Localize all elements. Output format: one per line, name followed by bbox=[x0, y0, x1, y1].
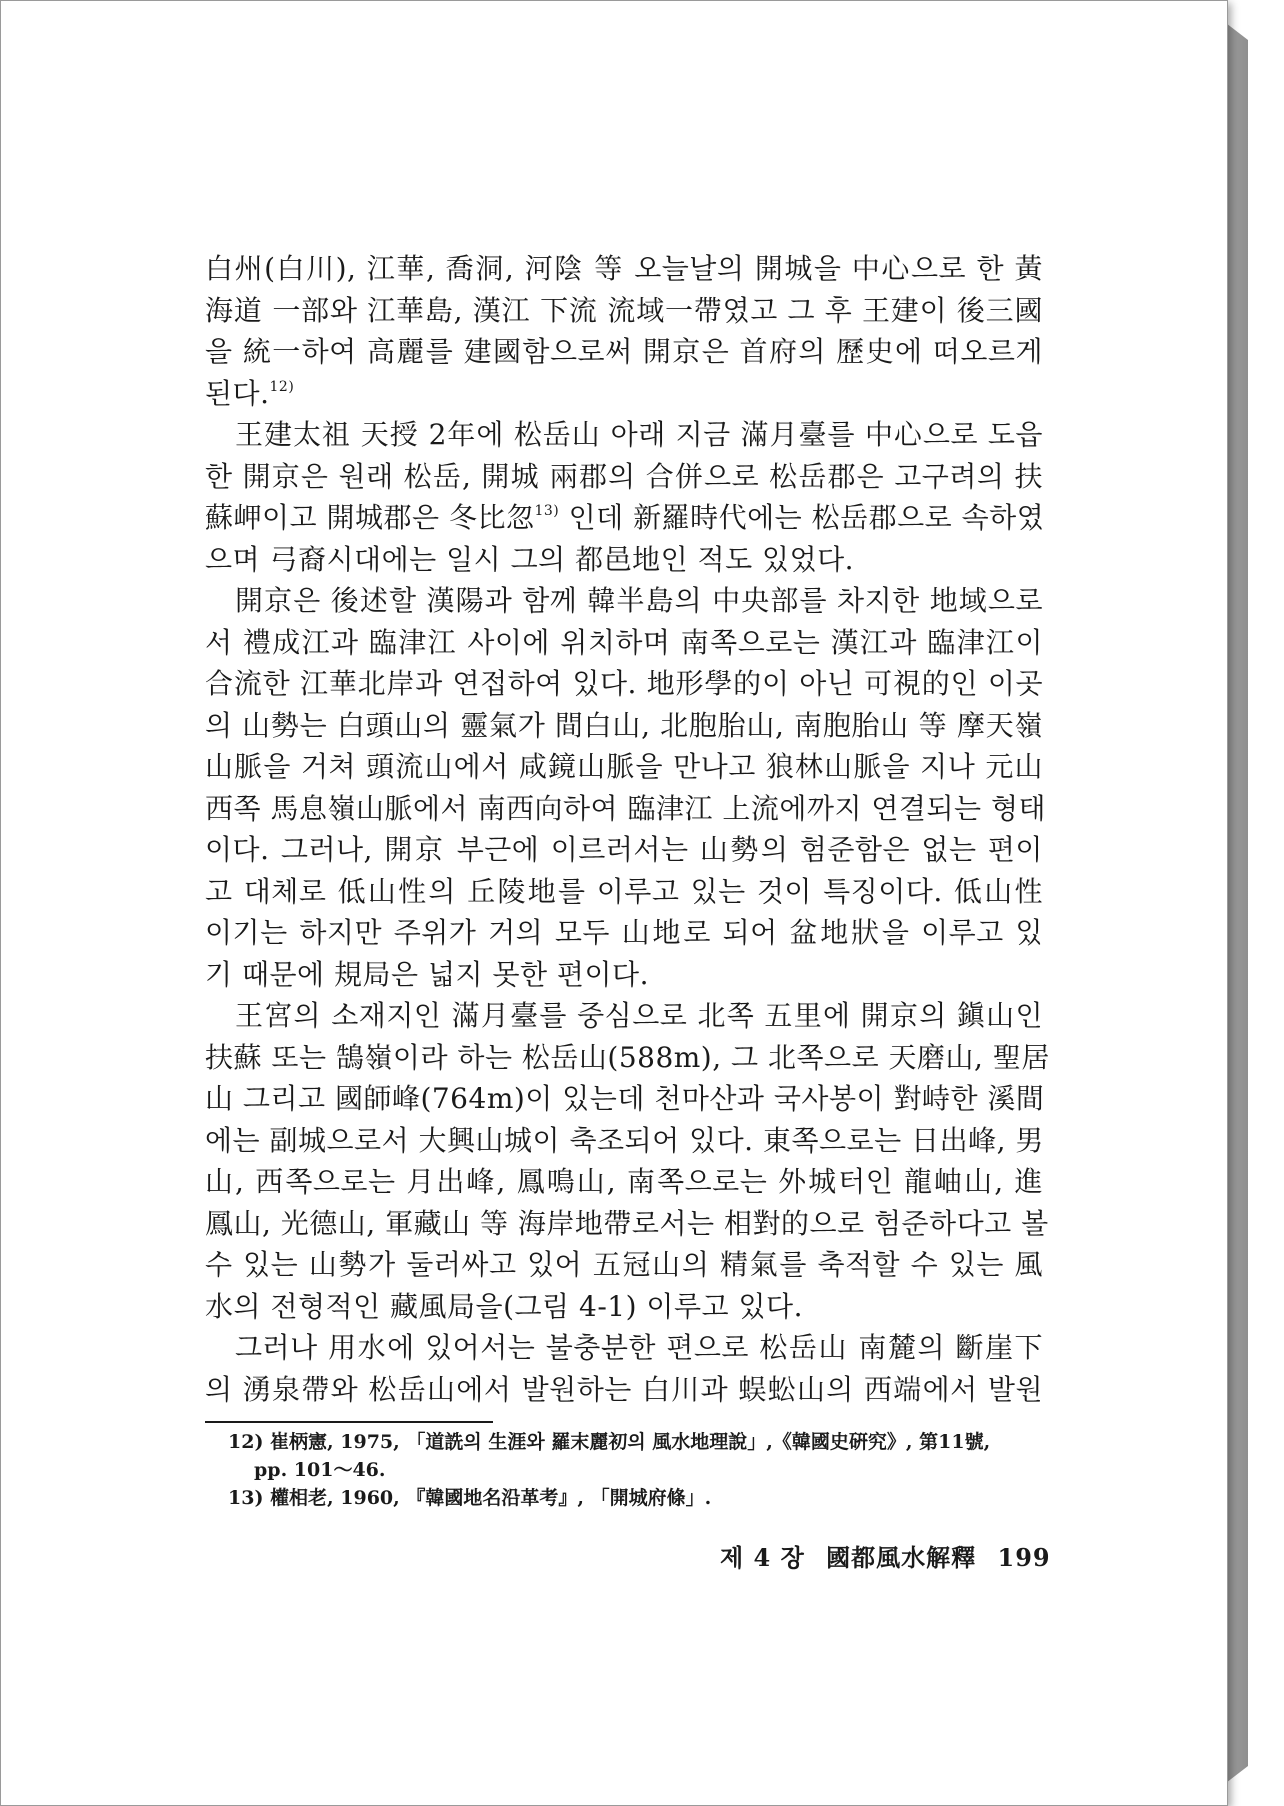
text-line: 山 그리고 國師峰(764m)이 있는데 천마산과 국사봉이 對峙한 溪間 bbox=[205, 1082, 1045, 1115]
text-line: 山, 西쪽으로는 月出峰, 鳳鳴山, 南쪽으로는 外城터인 龍岫山, 進 bbox=[205, 1165, 1043, 1198]
text-line: 의 湧泉帶와 松岳山에서 발원하는 白川과 蜈蚣山의 西端에서 발원 bbox=[205, 1372, 1043, 1406]
text-line: 그러나 用水에 있어서는 불충분한 편으로 松岳山 南麓의 斷崖下 bbox=[235, 1331, 1043, 1364]
text-line: 이다. 그러나, 開京 부근에 이르러서는 山勢의 험준함은 없는 편이 bbox=[205, 833, 1043, 866]
body-text bbox=[205, 248, 1050, 1410]
text-line: 한 開京은 원래 松岳, 開城 兩郡의 合併으로 松岳郡은 고구려의 扶 bbox=[205, 459, 1043, 493]
text-line: 에는 副城으로서 大興山城이 축조되어 있다. 東쪽으로는 日出峰, 男 bbox=[205, 1123, 1044, 1157]
footnote-12: 12) 崔柄憲, 1975, 「道詵의 生涯와 羅末麗初의 風水地理說」,《韓國史硏究》, 第11號, bbox=[228, 1431, 991, 1453]
text-line: 수 있는 山勢가 둘러싸고 있어 五冠山의 精氣를 축적할 수 있는 風 bbox=[205, 1248, 1043, 1281]
chapter-title: 國都風水解釋 bbox=[826, 1543, 977, 1572]
text-line: 으며 弓裔시대에는 일시 그의 都邑地인 적도 있었다. bbox=[205, 542, 855, 576]
text-line: 고 대체로 低山性의 丘陵地를 이루고 있는 것이 특징이다. 低山性 bbox=[205, 874, 1043, 908]
text-line: 蘇岬이고 開城郡은 冬比忽$^{13)}$ 인데 新羅時代에는 松岳郡으로 속하였 bbox=[205, 501, 1045, 534]
text-line: 白州(白川), 江華, 喬洞, 河陰 等 오늘날의 開城을 中心으로 한 黃 bbox=[205, 252, 1043, 285]
footnote-ref: 12) bbox=[269, 378, 295, 395]
text-line: 의 山勢는 白頭山의 靈氣가 間白山, 北胞胎山, 南胞胎山 等 摩天嶺 bbox=[205, 708, 1043, 742]
text-line: 西쪽 馬息嶺山脈에서 南西向하여 臨津江 上流에까지 연결되는 형태 bbox=[205, 791, 1047, 825]
footnote-ref: 13) bbox=[534, 503, 560, 519]
text-line: 開京은 後述할 漢陽과 함께 韓半島의 中央部를 차지한 地域으로 bbox=[235, 584, 1043, 617]
text-line: 을 統一하여 高麗를 建國함으로써 開京은 首府의 歷史에 떠오르게 bbox=[205, 335, 1043, 368]
chapter-label: 제 4 장 bbox=[720, 1543, 805, 1572]
text-line: 合流한 江華北岸과 연접하여 있다. 地形學的이 아닌 可視的인 이곳 bbox=[205, 667, 1043, 700]
text-line: 王宮의 소재지인 滿月臺를 중심으로 北쪽 五里에 開京의 鎭山인 bbox=[235, 999, 1043, 1032]
page-number: 199 bbox=[997, 1543, 1051, 1572]
footnote-divider bbox=[205, 1421, 493, 1423]
footnote-12-continuation: pp. 101～46. bbox=[254, 1459, 386, 1481]
running-footer bbox=[720, 1538, 1050, 1573]
text-line: 기 때문에 規局은 넓지 못한 편이다. bbox=[205, 957, 649, 991]
text-line: 山脈을 거쳐 頭流山에서 咸鏡山脈을 만나고 狼林山脈을 지나 元山 bbox=[205, 750, 1043, 783]
footnote-13: 13) 權相老, 1960, 『韓國地名沿革考』, 「開城府條」. bbox=[228, 1487, 712, 1509]
text-line: 이기는 하지만 주위가 거의 모두 山地로 되어 盆地狀을 이루고 있 bbox=[205, 916, 1043, 949]
text-line: 된다.$^{12)}$ bbox=[205, 376, 295, 410]
text-line: 서 禮成江과 臨津江 사이에 위치하며 南쪽으로는 漢江과 臨津江이 bbox=[205, 625, 1043, 659]
text-line: 海道 一部와 江華島, 漢江 下流 流域一帶였고 그 후 王建이 後三國 bbox=[205, 293, 1043, 327]
footnotes bbox=[228, 1428, 1048, 1512]
text-line: 鳳山, 光德山, 軍藏山 等 海岸地帶로서는 相對的으로 험준하다고 볼 bbox=[205, 1206, 1049, 1240]
text-line: 王建太祖 天授 2年에 松岳山 아래 지금 滿月臺를 中心으로 도읍 bbox=[235, 418, 1043, 451]
text-line: 扶蘇 또는 鵠嶺이라 하는 松岳山(588m), 그 北쪽으로 天磨山, 聖居 bbox=[205, 1040, 1050, 1074]
text-line: 水의 전형적인 藏風局을(그림 4-1) 이루고 있다. bbox=[205, 1289, 803, 1323]
